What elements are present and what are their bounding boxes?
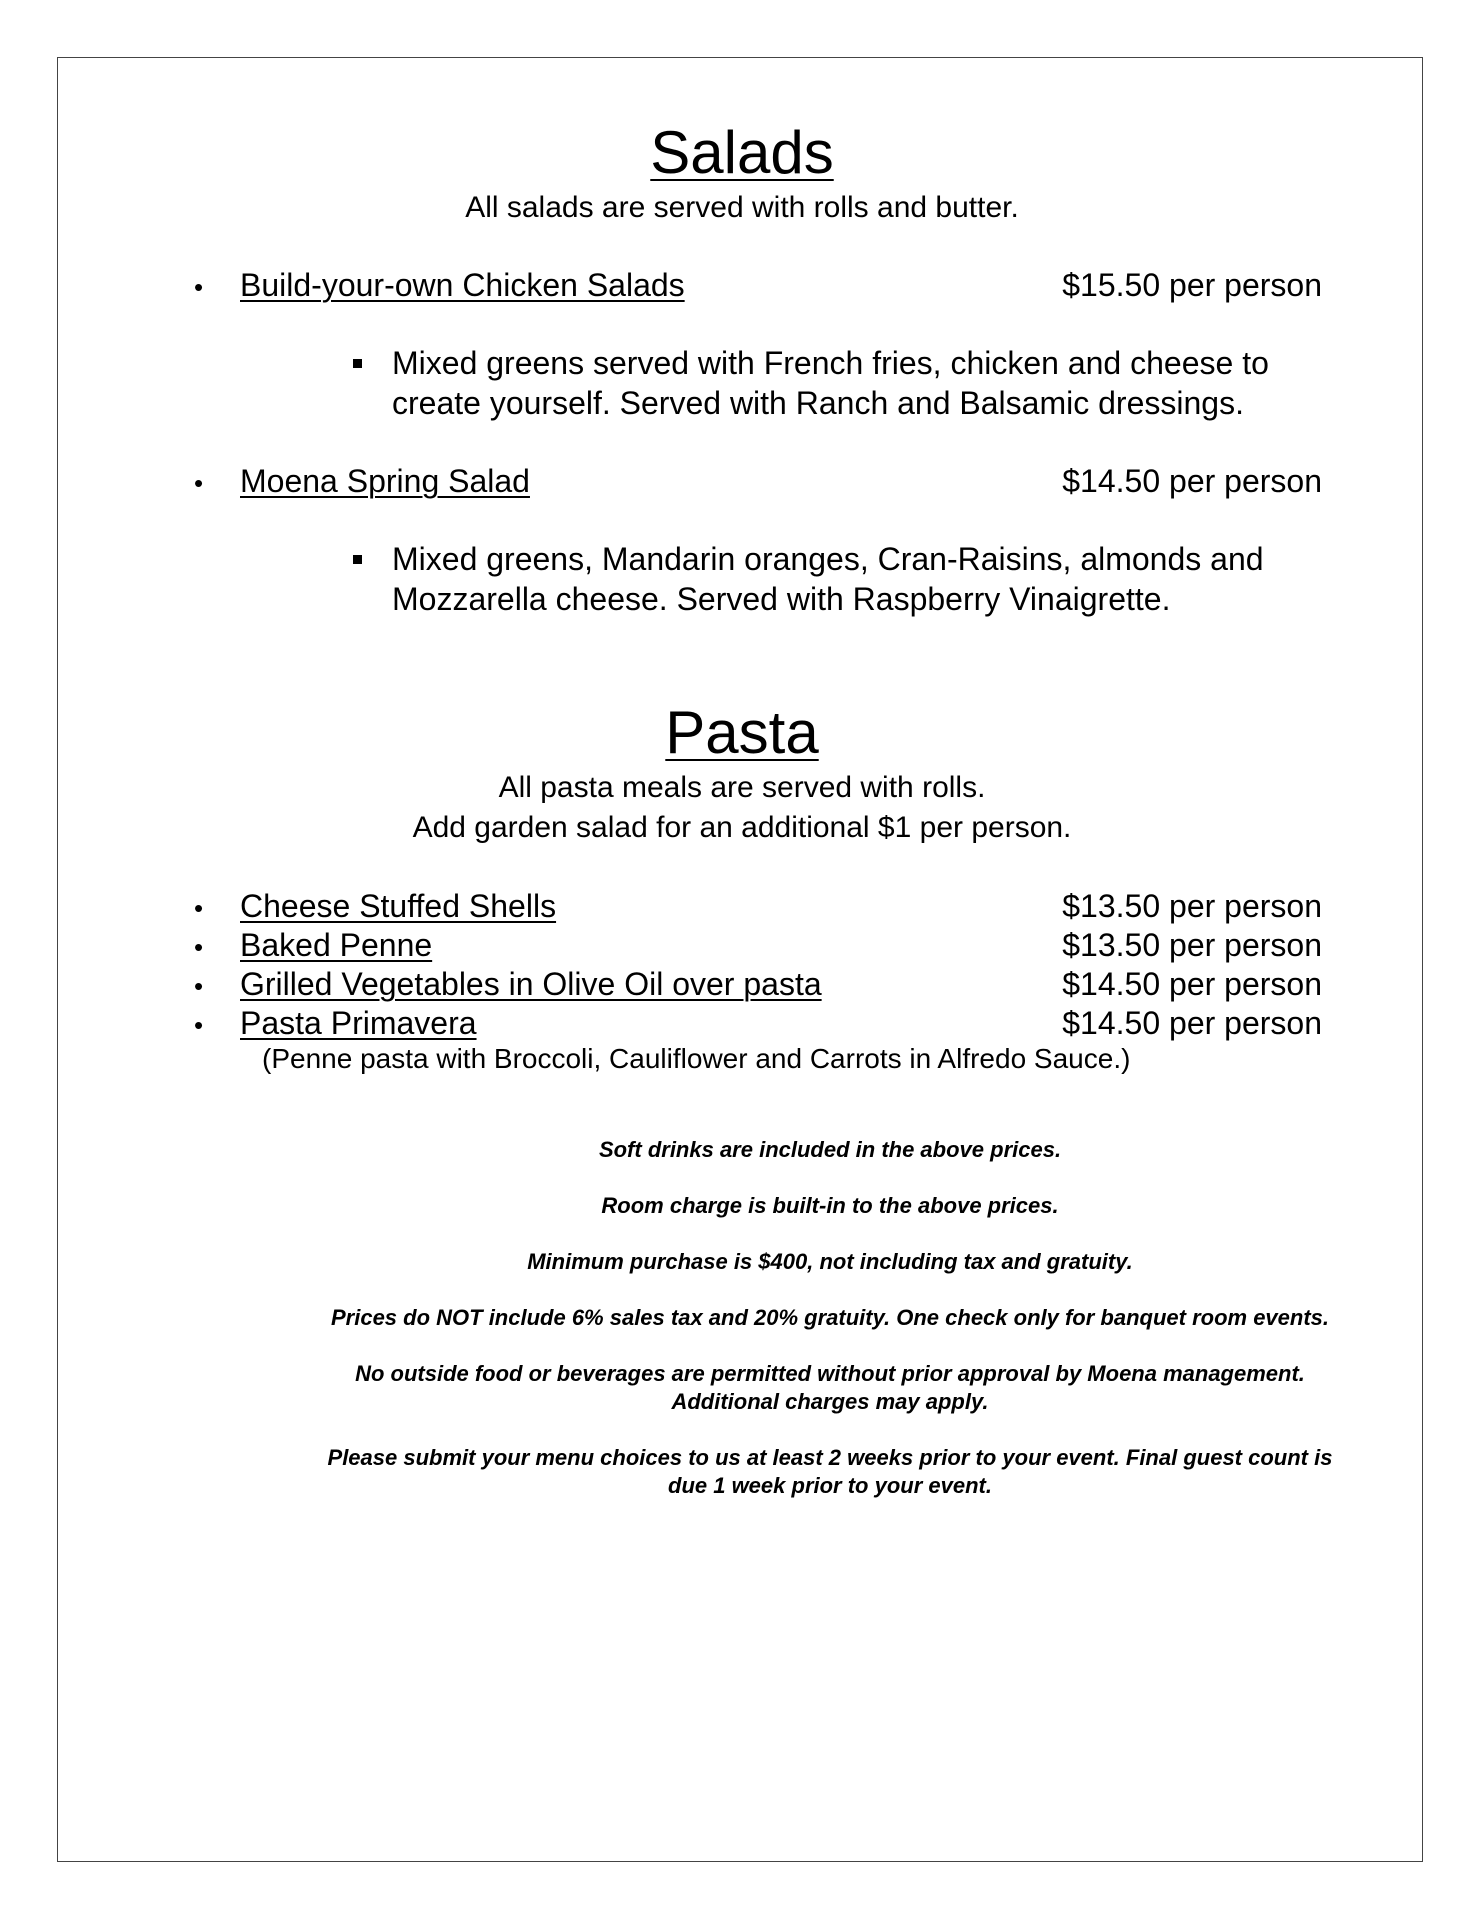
item-name: Cheese Stuffed Shells	[240, 888, 557, 924]
square-bullet-icon	[353, 359, 362, 368]
note-line: due 1 week prior to your event.	[668, 1473, 992, 1498]
pasta-title: Pasta	[665, 699, 819, 766]
salads-subtitle: All salads are served with rolls and butter.	[465, 191, 1019, 224]
note-soft-drinks: Soft drinks are included in the above prices.	[598, 1137, 1062, 1162]
pasta-subtitle-line: Add garden salad for an additional $1 per person.	[412, 811, 1072, 844]
note-room-charge: Room charge is built-in to the above prices.	[601, 1193, 1059, 1218]
square-bullet-icon	[353, 555, 362, 564]
bullet: •	[194, 272, 204, 302]
note-submit	[260, 1444, 1400, 1500]
item-price: $14.50 per person	[1062, 463, 1322, 499]
description-line: Mixed greens, Mandarin oranges, Cran-Raisins, almonds and	[392, 541, 1264, 577]
terms-notes	[260, 1136, 1400, 1528]
item-price: $13.50 per person	[1062, 888, 1322, 924]
description-line: create yourself. Served with Ranch and Balsamic dressings.	[392, 385, 1244, 421]
item-price: $13.50 per person	[1062, 927, 1322, 963]
pasta-subtitle-line: All pasta meals are served with rolls.	[498, 771, 986, 804]
description-line: Mozzarella cheese. Served with Raspberry Vinaigrette.	[392, 581, 1171, 617]
item-description	[392, 539, 1264, 619]
pasta-subtitle	[0, 768, 1484, 848]
salads-title: Salads	[650, 119, 834, 186]
note-line: Additional charges may apply.	[671, 1389, 989, 1414]
note-outside-food	[260, 1360, 1400, 1416]
item-name: Build-your-own Chicken Salads	[240, 267, 685, 303]
bullet: •	[194, 893, 204, 923]
bullet: •	[194, 468, 204, 498]
item-name: Baked Penne	[240, 927, 433, 963]
bullet: •	[194, 971, 204, 1001]
note-tax: Prices do NOT include 6% sales tax and 20% gratuity. One check only for banquet room events.	[330, 1305, 1330, 1330]
item-price: $14.50 per person	[1062, 966, 1322, 1002]
bullet: •	[194, 932, 204, 962]
primavera-note: (Penne pasta with Broccoli, Cauliflower and Carrots in Alfredo Sauce.)	[262, 1043, 1131, 1074]
description-line: Mixed greens served with French fries, chicken and cheese to	[392, 345, 1269, 381]
item-name: Moena Spring Salad	[240, 463, 530, 499]
bullet: •	[194, 1010, 204, 1040]
item-name: Pasta Primavera	[240, 1005, 477, 1041]
note-line: Please submit your menu choices to us at least 2 weeks prior to your event. Final guest count is	[327, 1445, 1333, 1470]
item-name: Grilled Vegetables in Olive Oil over pasta	[240, 966, 822, 1002]
note-line: No outside food or beverages are permitted without prior approval by Moena management.	[355, 1361, 1305, 1386]
item-price: $15.50 per person	[1062, 267, 1322, 303]
item-description	[392, 343, 1269, 423]
item-price: $14.50 per person	[1062, 1005, 1322, 1041]
note-minimum: Minimum purchase is $400, not including tax and gratuity.	[527, 1249, 1133, 1274]
